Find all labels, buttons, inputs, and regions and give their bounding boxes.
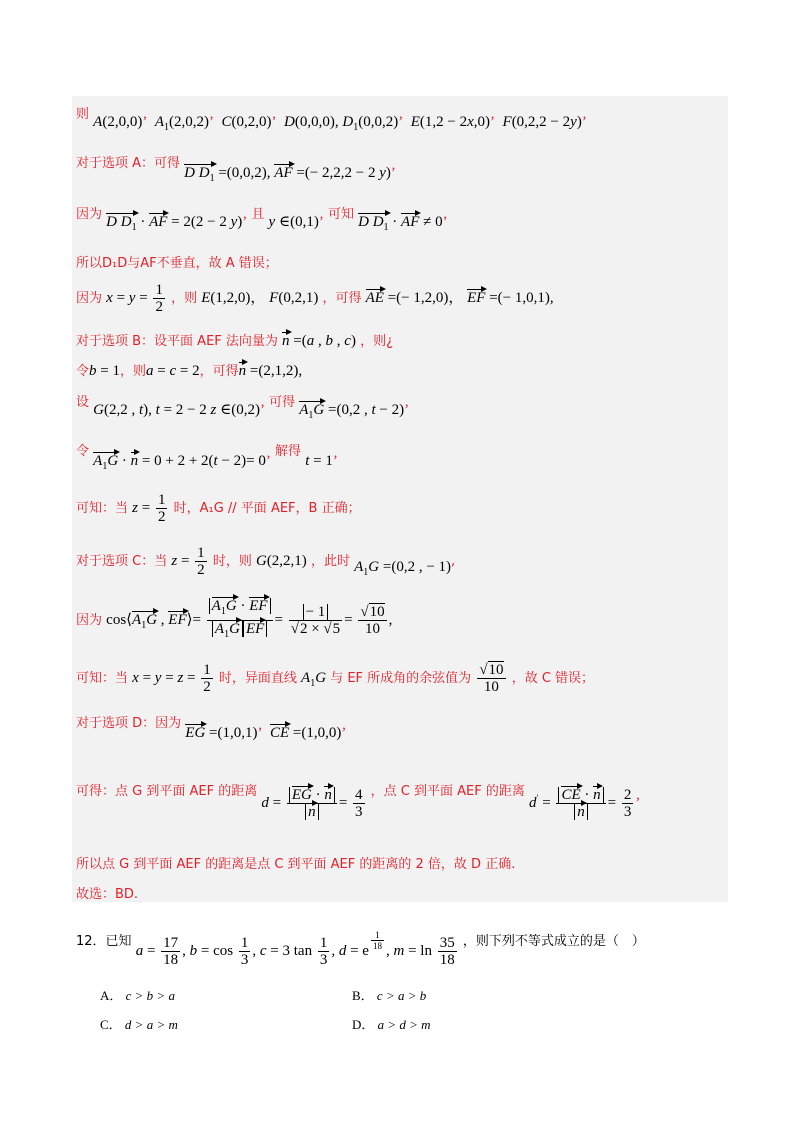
answer-text: 故选：BD. [76, 887, 139, 902]
text-point-c-distance: ，点 C 到平面 AEF 的距离 [370, 783, 525, 799]
option-d[interactable] [352, 1014, 431, 1033]
text-then-2: ，则¿ [360, 334, 393, 349]
text-because: 因为 [76, 207, 103, 222]
cos-formula-math: $\cos⟨A_1G$ , EF⟩= $\frac{A_1G \cdot EF}{A_1G EF}$ = $\frac{- 1}{√2 \times √5}$ = $\frac{√10}{10}$ , [106, 612, 392, 628]
text-set: 设 [76, 395, 90, 410]
text-let: 令 [76, 364, 90, 379]
question-12 [76, 925, 645, 968]
option-b-expr: c > a > b [376, 988, 427, 1003]
solution-line-answer [76, 883, 138, 902]
option-c-letter: C． [100, 1017, 122, 1032]
question-prompt: ，则下列不等式成立的是（ ） [462, 933, 645, 949]
normal-vector-math: n =(a , b , c) [282, 333, 356, 349]
solution-line-option-a [76, 152, 396, 184]
option-c-expr: d > a > m [124, 1017, 178, 1032]
xy-half-math: x = y = $\frac{1}{2}$ [106, 282, 163, 315]
solution-line-d-correct [76, 853, 515, 872]
text-can-get-3: 可得 [269, 395, 296, 410]
text-at-this-time: ，此时 [310, 553, 350, 569]
not-zero-math: D $D_1$ · AF ≠ 0’ [358, 214, 448, 233]
solution-line-option-c: 对于选项 C：当 z = $\frac{1}{2}$ 时，则 G(2,2,1) ，此时 $A_1G =(0,2$ , − 1), [76, 545, 456, 578]
option-a-letter: A． [100, 988, 123, 1003]
question-definitions-math: a = $\frac{17}{18}$ , b = cos $\frac{1}{3}$ , c = 3 tan $\frac{1}{3}$ , d = e $^{\frac{1}{18}}$ , m = ln $\frac{35}{18}$ [135, 930, 455, 968]
option-a-label: 对于选项 A：可得 [76, 156, 181, 171]
text-then: ，则 [171, 290, 198, 306]
a1g-label-math: $A_1G$ [301, 669, 327, 689]
solution-line-not-perp [76, 252, 278, 271]
text-knowable-when-2: 可知：当 [76, 670, 129, 686]
cos-value-math: $\frac{√10}{10}$ [479, 662, 504, 695]
solution-line-dot-product [76, 203, 448, 233]
y-range-math: y ∈(0,1)’ [268, 214, 324, 230]
question-number: 12．已知 [76, 933, 132, 949]
b-equals-1-math: b = 1 [89, 363, 120, 379]
d-correct-text: 所以点 G 到平面 AEF 的距离是点 C 到平面 AEF 的距离的 2 倍，故 D 正确. [76, 857, 516, 872]
z-half-math: z = $\frac{1}{2}$ [132, 492, 166, 525]
xyz-half-math: x = y = z = $\frac{1}{2}$ [132, 662, 211, 695]
text-solve: 解得 [275, 444, 302, 459]
text-knowable: 可知 [327, 207, 354, 222]
c-wrong-text: ，故 C 错误； [511, 670, 595, 686]
text-because-3: 因为 [76, 612, 103, 628]
text-because-2: 因为 [76, 290, 103, 306]
text-then-3: ，则 [119, 364, 146, 379]
n-vector-math: n =(2,1,2), [238, 363, 303, 379]
text-cosine-value: 与 EF 所成角的余弦值为 [330, 670, 472, 686]
a1g-vector-math: $A_1G =(0,2$ , t − 2)’ [299, 402, 410, 421]
option-c[interactable] [100, 1014, 178, 1033]
t-equals-1-math: t = 1’ [305, 453, 338, 469]
option-a-expr: c > b > a [125, 988, 175, 1003]
solution-line-solve-t [76, 440, 338, 472]
vector-dd1-af-math: D $D_1 =(0,0,2)$, AF =(− 2,2,2 − 2 y)’ [184, 165, 396, 184]
ae-ef-vectors-math: AE =(− 1,2,0)， EF =(− 1,0,1), [365, 289, 554, 306]
solution-line-option-d [76, 712, 347, 741]
d-prime-formula-math: d′ = $\frac{CE \cdot n}{n}$ = $\frac{2}{3}$ ’ [529, 787, 641, 820]
text-let-2: 令 [76, 444, 90, 459]
text-can-get: ，可得 [322, 290, 362, 306]
option-b[interactable] [352, 985, 426, 1004]
g-point-221-math: G(2,2,1) [255, 552, 307, 569]
a-c-2-math: a = c = 2 [146, 363, 200, 379]
coordinates-math: A(2,0,0)’ $A_1(2,0,2)$’ C(0,2,0)’ D(0,0,0), $D_1(0,0,2)$’ E(1,2 − 2x,0)’ F(0,2,2 − 2y)’ [93, 114, 587, 133]
solution-line-distances [76, 775, 641, 820]
text-skew-lines: 时，异面直线 [218, 670, 297, 686]
option-a[interactable] [100, 985, 175, 1004]
option-d-letter: D． [352, 1017, 375, 1032]
text-point-g-distance: 可得：点 G 到平面 AEF 的距离 [76, 783, 258, 799]
solution-line-b-1 [76, 360, 302, 380]
not-perpendicular-text: 所以D₁D与AF不垂直，故 A 错误； [76, 256, 278, 271]
solution-line-g-point [76, 391, 410, 421]
text-ze: 则 [76, 107, 90, 122]
solution-line-xy-half [76, 282, 554, 315]
e-f-points-math: E(1,2,0)， F(0,2,1) [201, 289, 319, 306]
g-point-math: G(2,2 , t), t = 2 − 2 z ∈(0,2)’ [93, 402, 265, 418]
a1g-dot-n-math: $A_1G \cdot n = 0 + 2 + 2(t - 2)= 0$’ [93, 453, 271, 472]
eg-ce-vectors-math: EG =(1,0,1)’ CE =(1,0,0)’ [185, 725, 347, 741]
d-formula-math: d = $\frac{EG \cdot n}{n}$ = $\frac{4}{3}$ [261, 787, 363, 820]
option-b-label: 对于选项 B：设平面 AEF 法向量为 [76, 334, 278, 349]
solution-line-c-wrong [76, 662, 594, 695]
option-d-label: 对于选项 D：因为 [76, 716, 182, 731]
option-c-label: 对于选项 C：当 [76, 553, 168, 569]
text-knowable-when: 可知：当 [76, 500, 129, 516]
a1g-value-math: $A_1G =(0,2$ , − 1) [354, 558, 452, 578]
solution-line-option-b [76, 330, 393, 350]
solution-line-b-correct [76, 492, 361, 525]
dot-product-math: D $D_1$ · AF = 2(2 − 2 y)’ [106, 214, 248, 233]
option-d-expr: a > d > m [377, 1017, 431, 1032]
text-and: 且 [251, 207, 265, 222]
solution-line-coordinates [76, 103, 587, 133]
text-then-4: 时，则 [212, 553, 252, 569]
solution-line-cos [76, 598, 392, 643]
option-b-letter: B． [352, 988, 374, 1003]
b-correct-text: 时，A₁G // 平面 AEF，B 正确； [173, 500, 361, 516]
z-half-math-2: z = $\frac{1}{2}$ [171, 545, 205, 578]
text-can-get-2: ，可得 [199, 364, 239, 379]
